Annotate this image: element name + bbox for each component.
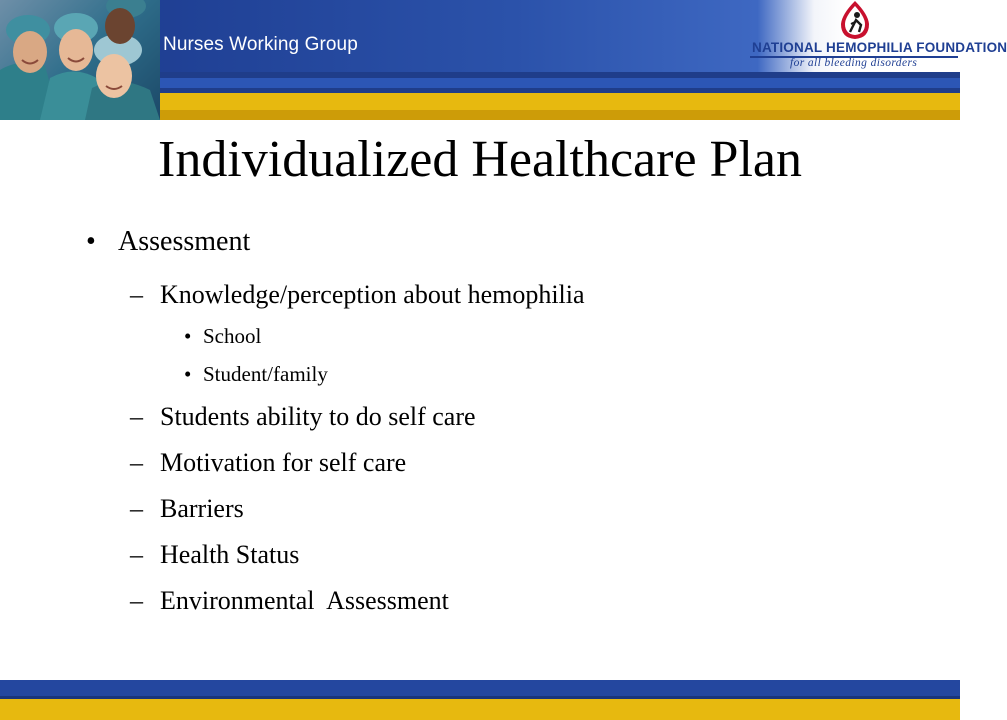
slide-header [0,0,1007,120]
bullet-marker: – [130,540,143,569]
bullet-text: Knowledge/perception about hemophilia [160,280,585,309]
bullet-text: Health Status [160,540,300,569]
nurses-photo [0,0,160,120]
bullet-marker: – [130,280,143,309]
slide-title: Individualized Healthcare Plan [158,131,802,188]
bullet-text: Student/family [203,362,328,386]
bullet-marker: • [86,226,96,257]
bullet-text: Students ability to do self care [160,402,476,431]
group-name: Nurses Working Group [163,34,358,55]
bullet-marker: – [130,402,143,431]
organization-name [752,40,1007,55]
bullet-marker: – [130,494,143,523]
bullet-marker: – [130,586,143,615]
bullet-text: Assessment [118,226,251,257]
bullet-marker: – [130,448,143,477]
nurses-photo-illustration [0,0,160,120]
bullet-text: Barriers [160,494,244,523]
bullet-marker: • [184,362,192,386]
bullet-text: School [203,324,262,348]
slide-footer [0,680,960,720]
bullet-marker: • [184,324,192,348]
organization-name-text: NATIONAL HEMOPHILIA FOUNDATION [752,40,1007,55]
nhf-emblem-icon [838,0,872,40]
bullet-text: Environmental Assessment [160,586,449,615]
bullet-text: Motivation for self care [160,448,407,477]
organization-tagline: for all bleeding disorders [790,57,918,69]
